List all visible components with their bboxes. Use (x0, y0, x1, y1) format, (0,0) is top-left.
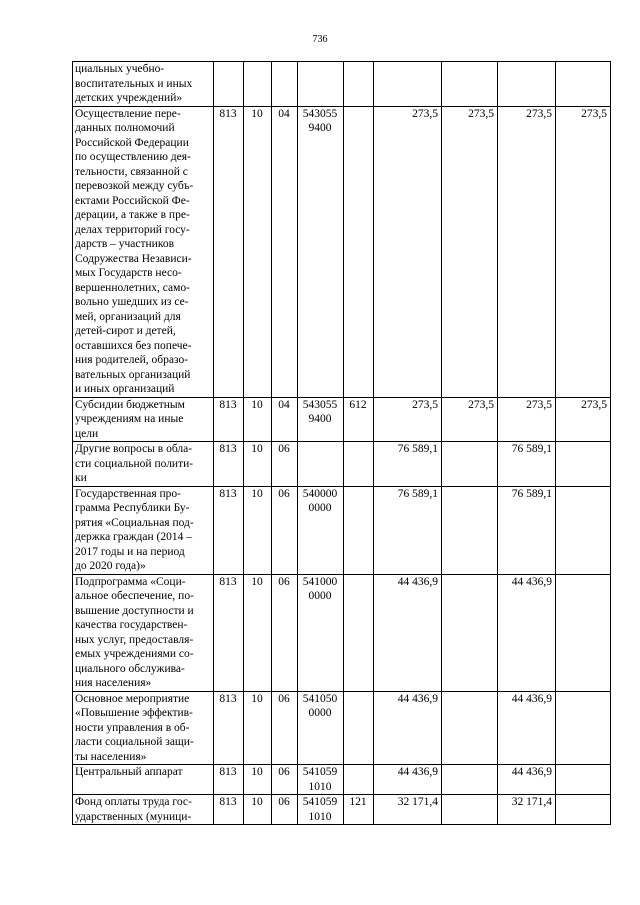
target-article-cell (298, 62, 344, 107)
subsection-code-cell: 06 (272, 574, 298, 691)
amount-cell-1: 32 171,4 (374, 795, 442, 825)
amount-cell-3: 44 436,9 (498, 574, 556, 691)
table-row (73, 795, 611, 825)
subsection-code-cell (272, 62, 298, 107)
amount-cell-1: 76 589,1 (374, 486, 442, 574)
table-row (73, 106, 611, 397)
row-name-cell: Центральный аппарат (73, 765, 214, 795)
target-article-cell: 541059 1010 (298, 765, 344, 795)
expense-type-cell (344, 574, 374, 691)
amount-cell-4 (556, 442, 611, 487)
section-code-cell: 10 (244, 795, 272, 825)
row-name-cell: Фонд оплаты труда гос- ударственных (муници- (73, 795, 214, 825)
amount-cell-3: 76 589,1 (498, 486, 556, 574)
amount-cell-1: 273,5 (374, 397, 442, 442)
subsection-code-cell: 06 (272, 691, 298, 765)
amount-cell-2 (442, 486, 498, 574)
amount-cell-3: 44 436,9 (498, 691, 556, 765)
expense-type-cell: 121 (344, 795, 374, 825)
ministry-code-cell: 813 (214, 765, 244, 795)
table-row (73, 62, 611, 107)
section-code-cell (244, 62, 272, 107)
table-row (73, 442, 611, 487)
amount-cell-4 (556, 765, 611, 795)
row-name-cell: Государственная про- грамма Республики Бу- рятия «Социальная под- держка граждан (2014 – 2017 годы и на период до 2020 года)» (73, 486, 214, 574)
expense-type-cell (344, 62, 374, 107)
section-code-cell: 10 (244, 106, 272, 397)
amount-cell-4: 273,5 (556, 106, 611, 397)
ministry-code-cell: 813 (214, 397, 244, 442)
target-article-cell: 543055 9400 (298, 397, 344, 442)
row-name-cell: Субсидии бюджетным учреждениям на иные цели (73, 397, 214, 442)
ministry-code-cell: 813 (214, 691, 244, 765)
amount-cell-2 (442, 62, 498, 107)
expense-type-cell (344, 691, 374, 765)
ministry-code-cell (214, 62, 244, 107)
ministry-code-cell: 813 (214, 442, 244, 487)
ministry-code-cell: 813 (214, 795, 244, 825)
section-code-cell: 10 (244, 691, 272, 765)
ministry-code-cell: 813 (214, 574, 244, 691)
amount-cell-4 (556, 795, 611, 825)
row-name-cell: Подпрограмма «Соци- альное обеспечение, по- вышение доступности и качества государствен- ных услуг, предоставля- емых учреждениями со- циального обслужива- ния населения» (73, 574, 214, 691)
target-article-cell: 541059 1010 (298, 795, 344, 825)
page-number: 736 (312, 34, 328, 45)
subsection-code-cell: 06 (272, 442, 298, 487)
amount-cell-1: 44 436,9 (374, 574, 442, 691)
amount-cell-1: 76 589,1 (374, 442, 442, 487)
ministry-code-cell: 813 (214, 486, 244, 574)
amount-cell-2 (442, 574, 498, 691)
amount-cell-2 (442, 442, 498, 487)
section-code-cell: 10 (244, 442, 272, 487)
amount-cell-2 (442, 765, 498, 795)
amount-cell-2 (442, 795, 498, 825)
amount-cell-3: 273,5 (498, 106, 556, 397)
amount-cell-3: 32 171,4 (498, 795, 556, 825)
subsection-code-cell: 04 (272, 397, 298, 442)
table-row (73, 397, 611, 442)
target-article-cell: 541050 0000 (298, 691, 344, 765)
subsection-code-cell: 06 (272, 486, 298, 574)
target-article-cell (298, 442, 344, 487)
expense-type-cell (344, 765, 374, 795)
amount-cell-1 (374, 62, 442, 107)
amount-cell-4 (556, 486, 611, 574)
row-name-cell: Другие вопросы в обла- сти социальной полити- ки (73, 442, 214, 487)
amount-cell-4: 273,5 (556, 397, 611, 442)
section-code-cell: 10 (244, 397, 272, 442)
expense-type-cell: 612 (344, 397, 374, 442)
amount-cell-3: 76 589,1 (498, 442, 556, 487)
amount-cell-2: 273,5 (442, 397, 498, 442)
amount-cell-3: 273,5 (498, 397, 556, 442)
amount-cell-1: 44 436,9 (374, 691, 442, 765)
target-article-cell: 540000 0000 (298, 486, 344, 574)
amount-cell-2 (442, 691, 498, 765)
amount-cell-3 (498, 62, 556, 107)
amount-cell-1: 273,5 (374, 106, 442, 397)
target-article-cell: 543055 9400 (298, 106, 344, 397)
table-row (73, 574, 611, 691)
target-article-cell: 541000 0000 (298, 574, 344, 691)
row-name-cell: циальных учебно- воспитательных и иных детских учреждений» (73, 62, 214, 107)
section-code-cell: 10 (244, 486, 272, 574)
table-row (73, 691, 611, 765)
ministry-code-cell: 813 (214, 106, 244, 397)
table-row (73, 486, 611, 574)
row-name-cell: Осуществление пере- данных полномочий Российской Федерации по осуществлению дея- тельности, связанной с перевозкой между субъ- ектами Российской Фе- дерации, а также в пре- делах территорий госу- дарств – участников Содружества Независи- мых Государств несо- вершеннолетних, само- вольно ушедших из се- мей, организаций для детей-сирот и детей, оставшихся без попече- ния родителей, образо- вательных организаций и иных организаций (73, 106, 214, 397)
budget-table (72, 61, 611, 825)
section-code-cell: 10 (244, 574, 272, 691)
amount-cell-4 (556, 574, 611, 691)
subsection-code-cell: 06 (272, 765, 298, 795)
subsection-code-cell: 06 (272, 795, 298, 825)
amount-cell-4 (556, 62, 611, 107)
subsection-code-cell: 04 (272, 106, 298, 397)
table-body (73, 62, 611, 825)
amount-cell-3: 44 436,9 (498, 765, 556, 795)
expense-type-cell (344, 106, 374, 397)
amount-cell-1: 44 436,9 (374, 765, 442, 795)
row-name-cell: Основное мероприятие «Повышение эффектив- ности управления в об- ласти социальной защи- ты населения» (73, 691, 214, 765)
amount-cell-2: 273,5 (442, 106, 498, 397)
table-row (73, 765, 611, 795)
expense-type-cell (344, 442, 374, 487)
section-code-cell: 10 (244, 765, 272, 795)
amount-cell-4 (556, 691, 611, 765)
expense-type-cell (344, 486, 374, 574)
